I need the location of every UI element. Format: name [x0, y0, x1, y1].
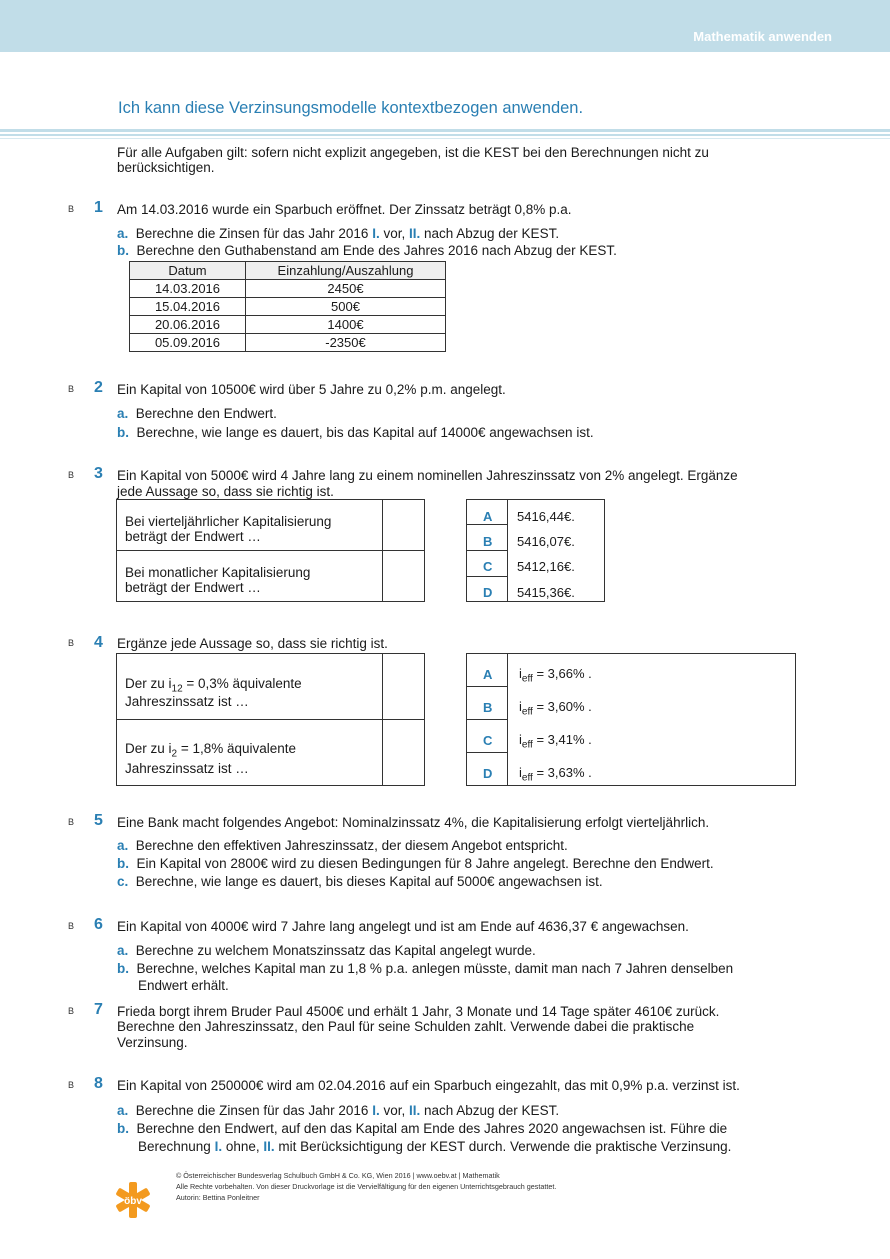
- task2-b: [117, 425, 594, 441]
- task1-text: Am 14.03.2016 wurde ein Sparbuch eröffnet. Der Zinssatz beträgt 0,8% p.a.: [117, 202, 572, 217]
- task4-option-D-value: [519, 765, 592, 784]
- stmt-post: = 1,8% äquivalente: [177, 741, 297, 756]
- opt-sub: eff: [521, 772, 533, 784]
- task4-option-B-letter: [483, 700, 492, 715]
- table-cell-date: 05.09.2016: [130, 334, 246, 352]
- option-letter: C: [483, 559, 493, 574]
- task8-b-roman-2: II.: [263, 1139, 275, 1154]
- task7-text-2: Berechne den Jahreszinssatz, den Paul für seine Schulden zahlt. Verwende dabei die praktische: [117, 1019, 695, 1034]
- task3-option-A-letter: [483, 509, 492, 524]
- task8-a-mid: vor,: [379, 1103, 409, 1118]
- task6-b: [117, 961, 733, 977]
- oebv-logo-icon: [113, 1180, 153, 1220]
- task3-option-B-letter: [483, 534, 492, 549]
- task4-options-box: [466, 653, 796, 786]
- task1-a-label: a.: [117, 226, 129, 241]
- stmt-post: = 0,3% äquivalente: [182, 676, 302, 691]
- task3-statement-2-line-1: Bei monatlicher Kapitalisierung: [125, 565, 311, 580]
- task-level: B: [68, 204, 75, 214]
- task3-text-1: Ein Kapital von 5000€ wird 4 Jahre lang zu einem nominellen Jahreszinssatz von 2% angelegt. Ergänze: [117, 468, 738, 483]
- stmt-sub: 12: [171, 683, 183, 695]
- table-row: [130, 280, 446, 298]
- footer-line-2: Alle Rechte vorbehalten. Von dieser Druckvorlage ist die Vervielfältigung für den eigenen Unterrichtsgebrauch gestattet.: [176, 1182, 557, 1191]
- task1-b: [117, 243, 617, 259]
- task-number-5: 5: [94, 812, 103, 829]
- task5-b-text: Ein Kapital von 2800€ wird zu diesen Bedingungen für 8 Jahre angelegt. Berechne den Endwert.: [136, 856, 714, 871]
- task8-a-label: a.: [117, 1103, 129, 1118]
- task4-statement-1-line-2: Jahreszinssatz ist …: [125, 694, 249, 709]
- stmt-pre: Der zu i: [125, 676, 172, 691]
- task-number-3: 3: [94, 465, 103, 482]
- task5-a: [117, 838, 568, 854]
- option-letter: A: [483, 667, 493, 682]
- divider: [466, 576, 508, 577]
- option-letter: C: [483, 733, 493, 748]
- divider: [466, 550, 508, 551]
- footer-line-1: © Österreichischer Bundesverlag Schulbuch GmbH & Co. KG, Wien 2016 | www.oebv.at | Mathematik: [176, 1171, 500, 1180]
- task8-a-roman-1: I.: [372, 1103, 380, 1118]
- opt-sym: i: [519, 765, 522, 780]
- task5-c-text: Berechne, wie lange es dauert, bis dieses Kapital auf 5000€ angewachsen ist.: [135, 874, 603, 889]
- task1-a-pre: Berechne die Zinsen für das Jahr 2016: [135, 226, 373, 241]
- task2-text: Ein Kapital von 10500€ wird über 5 Jahre zu 0,2% p.m. angelegt.: [117, 382, 506, 397]
- option-letter: D: [483, 766, 493, 781]
- table-header-date: Datum: [130, 262, 246, 280]
- task4-statement-2-line-2: Jahreszinssatz ist …: [125, 761, 249, 776]
- task1-b-label: b.: [117, 243, 129, 258]
- task-level: B: [68, 1080, 75, 1090]
- task3-text-2: jede Aussage so, dass sie richtig ist.: [117, 484, 334, 499]
- task2-b-label: b.: [117, 425, 129, 440]
- task-level: B: [68, 470, 75, 480]
- divider: [466, 719, 508, 720]
- task4-option-C-value: [519, 732, 592, 751]
- task8-b-line-2: [138, 1139, 731, 1155]
- table-cell-date: 14.03.2016: [130, 280, 246, 298]
- divider: [116, 719, 425, 720]
- task4-option-D-letter: [483, 766, 492, 781]
- transactions-table: [129, 261, 446, 352]
- table-cell-amount: 2450€: [246, 280, 446, 298]
- task6-a-label: a.: [117, 943, 129, 958]
- divider: [466, 686, 508, 687]
- task8-a-post: nach Abzug der KEST.: [420, 1103, 560, 1118]
- opt-val: = 3,63% .: [532, 765, 592, 780]
- task3-answer-slot-2[interactable]: [383, 551, 424, 601]
- opt-val: = 3,60% .: [532, 699, 592, 714]
- opt-sym: i: [519, 732, 522, 747]
- opt-sub: eff: [521, 706, 533, 718]
- table-row: [130, 316, 446, 334]
- task1-a-roman-2: II.: [408, 226, 421, 241]
- task8-b-line-1: Berechne den Endwert, auf den das Kapital am Ende des Jahres 2020 angewachsen ist. Führe die: [136, 1121, 728, 1136]
- task-level: B: [68, 384, 75, 394]
- task5-a-text: Berechne den effektiven Jahreszinssatz, der diesem Angebot entspricht.: [135, 838, 568, 853]
- opt-val: = 3,66% .: [532, 666, 592, 681]
- task4-statement-2-line-1: [125, 741, 296, 763]
- table-header-row: [130, 262, 446, 280]
- task5-text: Eine Bank macht folgendes Angebot: Nominalzinssatz 4%, die Kapitalisierung erfolgt vierteljährlich.: [117, 815, 710, 830]
- task-number-1: 1: [94, 199, 103, 216]
- task-number-6: 6: [94, 916, 103, 933]
- task5-c-label: c.: [117, 874, 129, 889]
- task2-b-text: Berechne, wie lange es dauert, bis das Kapital auf 14000€ angewachsen ist.: [136, 425, 594, 440]
- stmt-sub: 2: [171, 748, 178, 760]
- task4-option-C-letter: [483, 733, 492, 748]
- footer: [176, 1170, 556, 1203]
- task3-option-A-value: 5416,44€.: [517, 509, 575, 524]
- opt-val: = 3,41% .: [532, 732, 592, 747]
- table-row: [130, 334, 446, 352]
- task8-b-label: b.: [117, 1121, 129, 1136]
- task7-text-3: Verzinsung.: [117, 1035, 188, 1050]
- task8-b-roman-1: I.: [214, 1139, 223, 1154]
- table-header-amount: Einzahlung/Auszahlung: [246, 262, 446, 280]
- task3-answer-slot-1[interactable]: [383, 500, 424, 550]
- stmt-pre: Der zu i: [125, 741, 172, 756]
- task6-b-text-1: Berechne, welches Kapital man zu 1,8 % p.a. anlegen müsste, damit man nach 7 Jahren denselben: [136, 961, 734, 976]
- task6-text: Ein Kapital von 4000€ wird 7 Jahre lang angelegt und ist am Ende auf 4636,37 € angewachsen.: [117, 919, 689, 934]
- task1-a-roman-1: I.: [372, 226, 380, 241]
- task3-option-C-letter: [483, 559, 492, 574]
- task1-b-text: Berechne den Guthabenstand am Ende des Jahres 2016 nach Abzug der KEST.: [136, 243, 617, 258]
- task5-b: [117, 856, 714, 872]
- task5-c: [117, 874, 603, 890]
- separator-stripes: [0, 126, 890, 140]
- task4-answer-slot-1[interactable]: [383, 654, 424, 719]
- task4-option-B-value: [519, 699, 592, 718]
- divider: [466, 752, 508, 753]
- footer-line-3: Autorin: Bettina Ponleitner: [176, 1193, 260, 1202]
- option-letter: D: [483, 585, 493, 600]
- task-number-8: 8: [94, 1075, 103, 1092]
- divider: [116, 550, 425, 551]
- opt-sub: eff: [521, 673, 533, 685]
- task8-b: [117, 1121, 727, 1137]
- task2-a-text: Berechne den Endwert.: [135, 406, 277, 421]
- task3-statement-1-line-1: Bei vierteljährlicher Kapitalisierung: [125, 514, 332, 529]
- task-number-4: 4: [94, 634, 103, 651]
- task8-b-mid: ohne,: [222, 1139, 264, 1154]
- task6-a-text: Berechne zu welchem Monatszinssatz das Kapital angelegt wurde.: [135, 943, 536, 958]
- table-cell-amount: -2350€: [246, 334, 446, 352]
- table-cell-amount: 500€: [246, 298, 446, 316]
- task4-option-A-value: [519, 666, 592, 685]
- task6-b-label: b.: [117, 961, 129, 976]
- task5-b-label: b.: [117, 856, 129, 871]
- task4-text: Ergänze jede Aussage so, dass sie richtig ist.: [117, 636, 388, 651]
- task4-answer-slot-2[interactable]: [383, 720, 424, 785]
- task1-a-post: nach Abzug der KEST.: [420, 226, 560, 241]
- task4-option-A-letter: [483, 667, 492, 682]
- task3-option-C-value: 5412,16€.: [517, 559, 575, 574]
- task1-a-mid: vor,: [379, 226, 409, 241]
- task5-a-label: a.: [117, 838, 129, 853]
- opt-sym: i: [519, 666, 522, 681]
- task8-a-pre: Berechne die Zinsen für das Jahr 2016: [135, 1103, 373, 1118]
- header-title: Mathematik anwenden: [693, 29, 832, 44]
- section-title: Ich kann diese Verzinsungsmodelle kontextbezogen anwenden.: [118, 99, 584, 117]
- task3-option-D-value: 5415,36€.: [517, 585, 575, 600]
- task3-statement-1-line-2: beträgt der Endwert …: [125, 529, 261, 544]
- task3-option-D-letter: [483, 585, 492, 600]
- task6-b-text-2: Endwert erhält.: [138, 978, 229, 993]
- task1-a: [117, 226, 559, 242]
- task-level: B: [68, 817, 75, 827]
- option-letter: B: [483, 534, 493, 549]
- task7-text-1: Frieda borgt ihrem Bruder Paul 4500€ und erhält 1 Jahr, 3 Monate und 14 Tage später 4610€ zurück.: [117, 1004, 720, 1019]
- task8-a: [117, 1103, 559, 1119]
- task8-text: Ein Kapital von 250000€ wird am 02.04.2016 auf ein Sparbuch eingezahlt, das mit 0,9% p.a. verzinst ist.: [117, 1078, 740, 1093]
- opt-sym: i: [519, 699, 522, 714]
- table-cell-amount: 1400€: [246, 316, 446, 334]
- task3-statement-2-line-2: beträgt der Endwert …: [125, 580, 261, 595]
- task8-b-post: mit Berücksichtigung der KEST durch. Verwende die praktische Verzinsung.: [274, 1139, 732, 1154]
- intro-line-1: Für alle Aufgaben gilt: sofern nicht explizit angegeben, ist die KEST bei den Berechnungen nicht zu: [117, 145, 709, 160]
- table-cell-date: 20.06.2016: [130, 316, 246, 334]
- table-cell-date: 15.04.2016: [130, 298, 246, 316]
- task-level: B: [68, 638, 75, 648]
- option-letter: B: [483, 700, 493, 715]
- task-level: B: [68, 1006, 75, 1016]
- task-level: B: [68, 921, 75, 931]
- option-letter: A: [483, 509, 493, 524]
- task6-a: [117, 943, 536, 959]
- task8-b-pre: Berechnung: [138, 1139, 215, 1154]
- task3-option-B-value: 5416,07€.: [517, 534, 575, 549]
- task2-a-label: a.: [117, 406, 129, 421]
- task-number-7: 7: [94, 1001, 103, 1018]
- divider: [466, 524, 508, 525]
- intro-line-2: berücksichtigen.: [117, 160, 215, 175]
- task8-a-roman-2: II.: [408, 1103, 421, 1118]
- header-band: [0, 0, 890, 52]
- table-row: [130, 298, 446, 316]
- task-number-2: 2: [94, 379, 103, 396]
- opt-sub: eff: [521, 739, 533, 751]
- task2-a: [117, 406, 277, 422]
- oebv-logo-text: öbv: [124, 1196, 142, 1207]
